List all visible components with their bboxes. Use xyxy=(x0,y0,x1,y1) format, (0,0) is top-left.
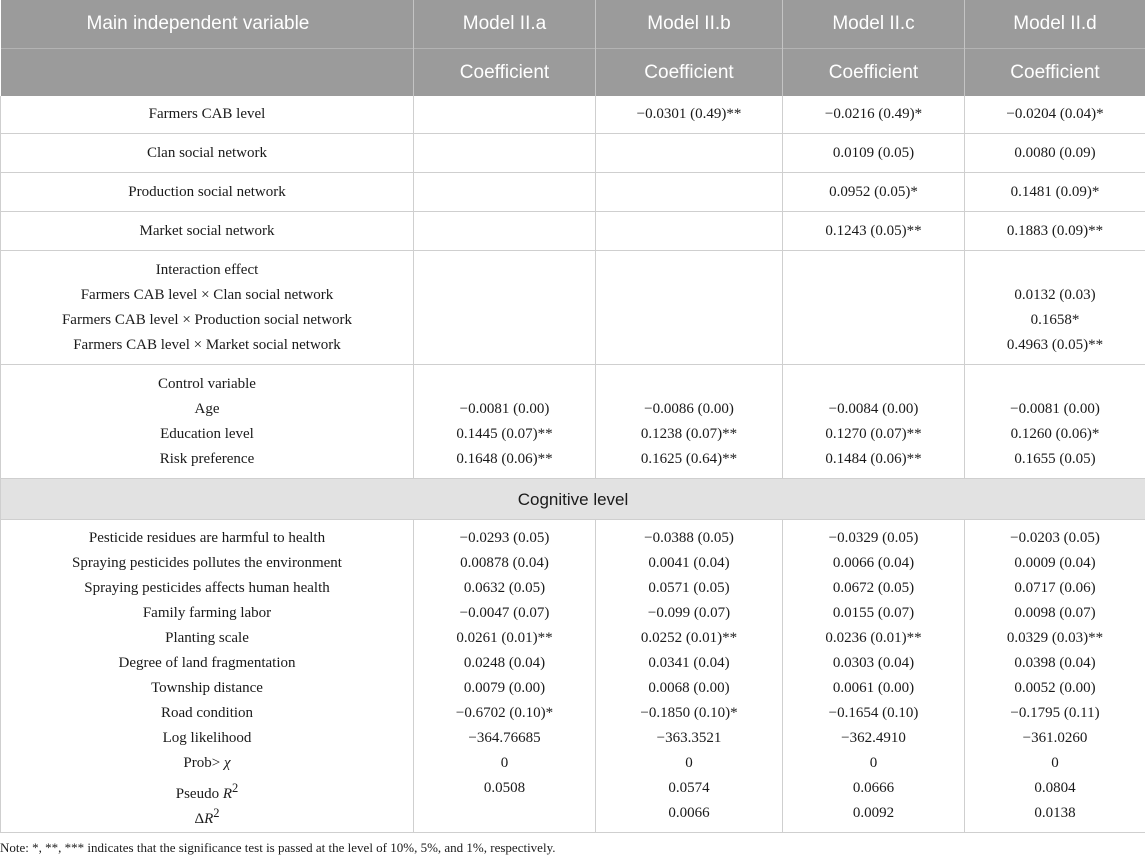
cell xyxy=(596,212,783,251)
cell xyxy=(414,801,595,826)
cell: 0.1648 (0.06)** xyxy=(456,451,553,467)
cell-group xyxy=(596,520,783,833)
cell: −0.099 (0.07) xyxy=(647,605,731,621)
cell: 0.0398 (0.04) xyxy=(1014,655,1096,671)
cell: 0.0079 (0.00) xyxy=(463,680,546,696)
row-label: Spraying pesticides affects human health xyxy=(84,580,330,596)
cell-group xyxy=(783,520,965,833)
cell: 0.0717 (0.06) xyxy=(1014,580,1096,596)
cell: 0.0672 (0.05) xyxy=(832,580,915,596)
cell: 0.0574 xyxy=(668,780,710,796)
row-label-prob: Prob> χ xyxy=(183,755,231,771)
column-header-model-b: Model II.b xyxy=(596,0,783,49)
cell: 0.0061 (0.00) xyxy=(832,680,915,696)
cell-group xyxy=(414,520,596,833)
cell: −0.0388 (0.05) xyxy=(644,530,734,546)
cell: −0.1654 (0.10) xyxy=(828,705,919,721)
table-row-control xyxy=(1,365,1145,479)
cell: 0.0155 (0.07) xyxy=(832,605,915,621)
cell: −0.0216 (0.49)* xyxy=(783,96,965,134)
cell: 0.1270 (0.07)** xyxy=(825,426,922,442)
table-row-clan xyxy=(1,134,1145,173)
row-label: Market social network xyxy=(1,212,414,251)
column-header-variable: Main independent variable xyxy=(1,0,414,49)
row-label: Production social network xyxy=(1,173,414,212)
cell: 0 xyxy=(500,755,509,771)
table-row-interaction xyxy=(1,251,1145,365)
cell: −0.6702 (0.10)* xyxy=(455,705,554,721)
row-label-group xyxy=(1,520,414,833)
cell: 0 xyxy=(685,755,693,771)
cell xyxy=(414,96,596,134)
cell-group xyxy=(783,365,965,479)
cell: 0.0261 (0.01)** xyxy=(456,630,553,646)
cell: 0.0804 xyxy=(1034,780,1076,796)
cell: 0.0252 (0.01)** xyxy=(640,630,738,646)
cell: 0 xyxy=(1051,755,1059,771)
table-row-market xyxy=(1,212,1145,251)
cell: 0.0098 (0.07) xyxy=(1014,605,1096,621)
row-label: Planting scale xyxy=(165,630,249,646)
cell xyxy=(783,251,965,365)
cell: 0.1238 (0.07)** xyxy=(640,426,738,442)
cell: 0.0303 (0.04) xyxy=(832,655,915,671)
cell: 0.4963 (0.05)** xyxy=(1006,337,1104,353)
cell: 0.00878 (0.04) xyxy=(460,555,549,571)
row-label: Pesticide residues are harmful to health xyxy=(88,530,326,546)
cell: 0.0138 xyxy=(1034,805,1076,821)
row-label-pseudo-r2: Pseudo $R^2$ xyxy=(175,781,239,802)
cell: −0.0086 (0.00) xyxy=(644,401,734,417)
row-label: Education level xyxy=(160,426,254,442)
cell: 0.0508 xyxy=(483,780,526,796)
cell: −0.0203 (0.05) xyxy=(1010,530,1100,546)
cell: 0.0109 (0.05) xyxy=(783,134,965,173)
cell: 0.0132 (0.03) xyxy=(1014,287,1096,303)
cell: 0.0068 (0.00) xyxy=(648,680,730,696)
row-label: Age xyxy=(194,401,220,417)
cell: −0.0081 (0.00) xyxy=(459,401,550,417)
section-row-cognitive xyxy=(1,479,1145,520)
cell: 0 xyxy=(869,755,878,771)
subheader-coefficient: Coefficient xyxy=(596,49,783,97)
cell: 0.0236 (0.01)** xyxy=(825,630,922,646)
column-header-model-d: Model II.d xyxy=(965,0,1145,49)
cell: 0.0066 xyxy=(668,805,710,821)
row-label: Farmers CAB level × Production social network xyxy=(61,312,353,328)
cell: −0.0081 (0.00) xyxy=(1010,401,1100,417)
group-heading: Interaction effect xyxy=(155,262,259,278)
cell: 0.1260 (0.06)* xyxy=(1010,426,1100,442)
cell xyxy=(596,134,783,173)
row-label-group xyxy=(1,251,414,365)
subheader-coefficient: Coefficient xyxy=(965,49,1145,97)
cell: −364.76685 xyxy=(468,730,541,746)
cell xyxy=(596,173,783,212)
cell: 0.0248 (0.04) xyxy=(463,655,546,671)
cell: 0.1883 (0.09)** xyxy=(965,212,1145,251)
table-row-production xyxy=(1,173,1145,212)
cell: 0.0952 (0.05)* xyxy=(783,173,965,212)
cell: −362.4910 xyxy=(841,730,906,746)
cell: 0.0080 (0.09) xyxy=(965,134,1145,173)
cell-group xyxy=(414,365,596,479)
table-header xyxy=(1,0,1145,96)
cell xyxy=(414,251,596,365)
cell: −0.0047 (0.07) xyxy=(459,605,550,621)
cell: 0.0009 (0.04) xyxy=(1014,555,1096,571)
row-label: Farmers CAB level × Market social network xyxy=(73,337,341,353)
row-label: Degree of land fragmentation xyxy=(118,655,296,671)
row-label: Spraying pesticides pollutes the environment xyxy=(72,555,342,571)
cell: 0.1658* xyxy=(1030,312,1080,328)
row-label: Farmers CAB level xyxy=(1,96,414,134)
cell xyxy=(414,173,596,212)
cell: 0.0052 (0.00) xyxy=(1014,680,1096,696)
cell: 0.0571 (0.05) xyxy=(648,580,730,596)
row-label: Risk preference xyxy=(159,451,255,467)
row-label: Township distance xyxy=(151,680,263,696)
row-label: Farmers CAB level × Clan social network xyxy=(80,287,334,303)
subheader-coefficient: Coefficient xyxy=(414,49,596,97)
cell: 0.1655 (0.05) xyxy=(1014,451,1096,467)
row-label-delta-r2: $\Delta R^2$ xyxy=(194,806,220,827)
section-heading: Cognitive level xyxy=(1,479,1145,520)
cell: 0.0632 (0.05) xyxy=(463,580,546,596)
cell: 0.0092 xyxy=(852,805,895,821)
table-row-cognitive xyxy=(1,520,1145,833)
column-header-model-a: Model II.a xyxy=(414,0,596,49)
cell xyxy=(414,134,596,173)
column-header-model-c: Model II.c xyxy=(783,0,965,49)
group-heading: Control variable xyxy=(158,376,256,392)
cell: −0.1795 (0.11) xyxy=(1010,705,1100,721)
row-label: Family farming labor xyxy=(142,605,272,621)
row-label-group xyxy=(1,365,414,479)
row-label: Clan social network xyxy=(1,134,414,173)
cell: −363.3521 xyxy=(656,730,722,746)
cell xyxy=(596,251,783,365)
cell: −0.0329 (0.05) xyxy=(828,530,919,546)
subheader-empty xyxy=(1,49,414,97)
cell: −0.0301 (0.49)** xyxy=(596,96,783,134)
cell xyxy=(414,212,596,251)
cell-group xyxy=(965,520,1145,833)
cell: 0.0066 (0.04) xyxy=(832,555,915,571)
row-label: Road condition xyxy=(160,705,254,721)
row-label: Log likelihood xyxy=(162,730,252,746)
cell: −0.0204 (0.04)* xyxy=(965,96,1145,134)
cell: 0.1484 (0.06)** xyxy=(825,451,922,467)
cell: −361.0260 xyxy=(1022,730,1088,746)
cell: 0.0341 (0.04) xyxy=(648,655,730,671)
cell: −0.0293 (0.05) xyxy=(459,530,550,546)
cell: −0.1850 (0.10)* xyxy=(640,705,738,721)
table-row-cab xyxy=(1,96,1145,134)
cell-group xyxy=(965,365,1145,479)
cell-group xyxy=(596,365,783,479)
cell: −0.0084 (0.00) xyxy=(828,401,919,417)
cell-group xyxy=(965,251,1145,365)
table-footnote: Note: *, **, *** indicates that the significance test is passed at the level of 10%, 5%, and 1%, respectively. xyxy=(0,840,556,855)
cell: 0.0041 (0.04) xyxy=(648,555,730,571)
cell: 0.0329 (0.03)** xyxy=(1006,630,1104,646)
cell: 0.1445 (0.07)** xyxy=(456,426,553,442)
cell: 0.0666 xyxy=(852,780,895,796)
cell: 0.1481 (0.09)* xyxy=(965,173,1145,212)
cell: 0.1625 (0.64)** xyxy=(640,451,738,467)
cell: 0.1243 (0.05)** xyxy=(783,212,965,251)
subheader-coefficient: Coefficient xyxy=(783,49,965,97)
